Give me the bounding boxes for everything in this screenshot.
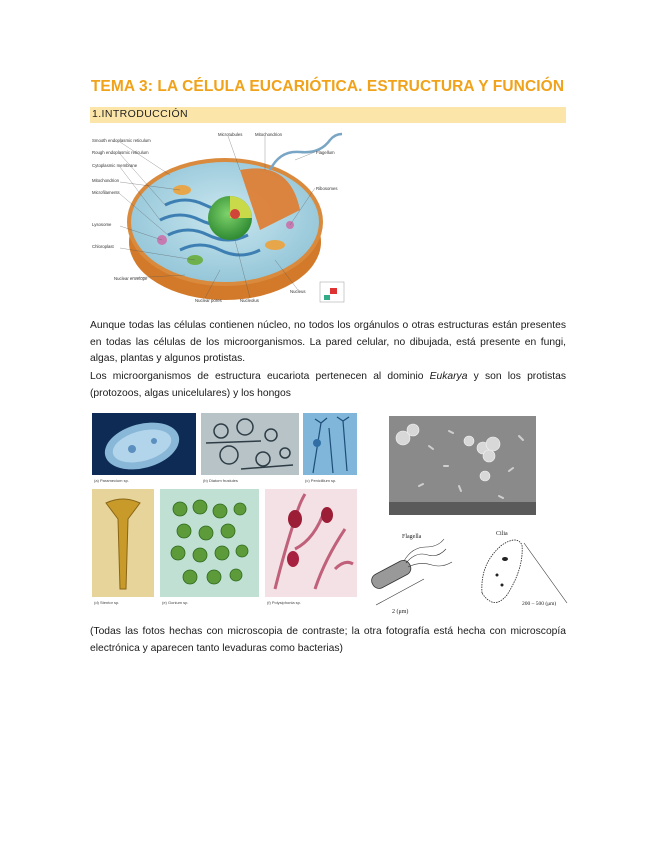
label-rough-er: Rough endoplasmic reticulum — [92, 150, 149, 155]
section-heading-bar — [90, 107, 566, 123]
label-mitochondrion-top: Mitochondrion — [255, 132, 282, 137]
label-microtubules: Microtubules — [218, 132, 243, 137]
photo-electron-microscopy — [389, 416, 536, 515]
paragraph-photo-note: (Todas las fotos hechas con microscopia de contraste; la otra fotografía está hecha con microscopía electrónica y aparecen tanto levaduras como bacterias) — [90, 626, 566, 654]
caption-f: (f) Polysiphonia sp. — [267, 600, 302, 605]
photo-stentor — [92, 489, 154, 607]
caption-a: (a) Paramecium sp. — [94, 478, 129, 483]
photo-diatoms — [201, 413, 299, 485]
label-microfilaments: Microfilaments — [92, 190, 120, 195]
paragraph-organelles: Aunque todas las células contienen núcleo, no todos los orgánulos o otras estructuras están presentes en todas las células de los microorganismos. La pared celular, no dibujada, está presente en fungi, algas, plantas y algunos protistas. — [90, 320, 566, 364]
sketch-size-comparison — [362, 523, 572, 618]
label-protist-size: 200 – 500 (μm) — [522, 601, 557, 607]
label-mitochondrion-left: Mitochondrion — [92, 178, 119, 183]
eukarya-term: Eukarya — [429, 371, 468, 382]
paragraph-eukarya-start: Los microorganismos de estructura eucariota pertenecen al dominio — [90, 371, 430, 382]
label-flagella: Flagella — [402, 534, 422, 540]
label-flagellum: Flagellum — [316, 150, 335, 155]
caption-b: (b) Diatom frustules — [203, 478, 238, 483]
ciliate-sketch — [482, 531, 567, 607]
label-ribosomes: Ribosomes — [316, 186, 338, 191]
label-nucleus: Nucleus — [290, 289, 306, 294]
photo-penicillium — [303, 413, 357, 485]
paragraph-eukarya-end: y son los protistas (protozoos, algas unicelulares) y los hongos — [90, 371, 566, 399]
label-cilia: Cilia — [496, 531, 508, 537]
label-bacteria-size: 2 (μm) — [392, 609, 409, 615]
photo-polysiphonia — [265, 489, 357, 607]
label-cytoplasmic-membrane: Cytoplasmic membrane — [92, 163, 138, 168]
caption-d: (d) Stentor sp. — [94, 600, 120, 605]
caption-c: (c) Penicillium sp. — [305, 478, 337, 483]
photo-paramecium — [92, 413, 196, 485]
label-chloroplast: Chloroplast — [92, 244, 114, 249]
paragraph-eukarya — [90, 369, 566, 402]
eukaryotic-cell-diagram — [90, 130, 352, 308]
label-nuclear-pores: Nuclear pores — [195, 298, 222, 303]
photo-gonium — [160, 489, 259, 607]
label-lysosome: Lysosome — [92, 222, 112, 227]
document-title: TEMA 3: LA CÉLULA EUCARIÓTICA. ESTRUCTURA Y FUNCIÓN — [90, 78, 565, 95]
label-smooth-er: Smooth endoplasmic reticulum — [92, 138, 151, 143]
section-heading: 1.INTRODUCCIÓN — [92, 108, 189, 120]
bacterium-sketch — [369, 534, 452, 615]
label-nucleolus: Nucleolus — [240, 298, 259, 303]
label-nuclear-envelope: Nuclear envelope — [114, 276, 148, 281]
caption-e: (e) Gonium sp. — [162, 600, 189, 605]
